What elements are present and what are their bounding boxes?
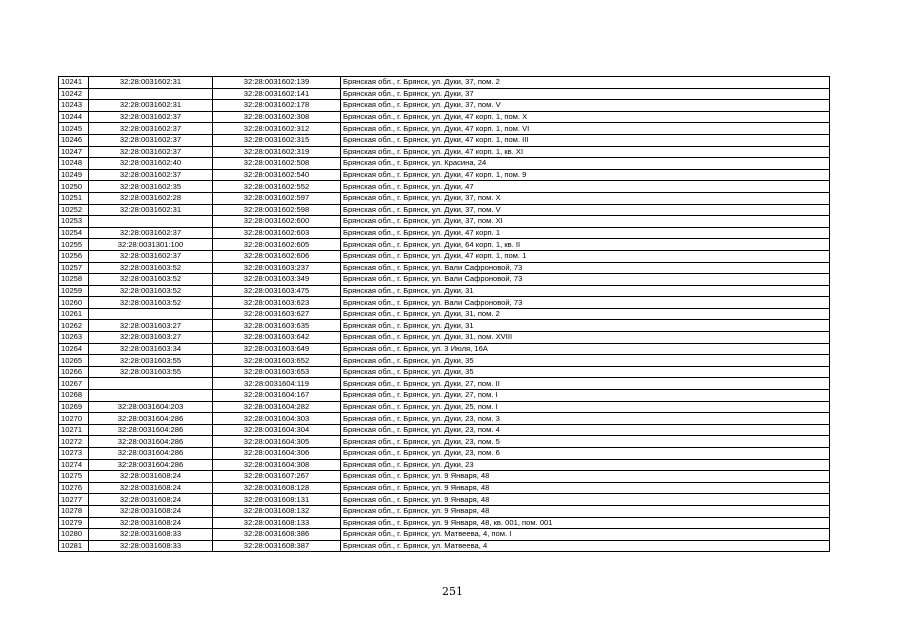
cadastral-number-cell: 32:28:0031604:282 (213, 401, 341, 413)
table-row (59, 436, 830, 448)
address-cell: Брянская обл., г. Брянск, ул. Матвеева, 4 (341, 540, 830, 552)
table-row (59, 77, 830, 89)
parent-cadastral-number-cell: 32:28:0031608:33 (89, 540, 213, 552)
record-number-cell: 10275 (59, 471, 89, 483)
address-cell: Брянская обл., г. Брянск, ул. Дуки, 37, пом. 2 (341, 77, 830, 89)
parent-cadastral-number-cell: 32:28:0031604:203 (89, 401, 213, 413)
record-number-cell: 10281 (59, 540, 89, 552)
address-cell: Брянская обл., г. Брянск, ул. Дуки, 47 корп. 1, пом. 1 (341, 250, 830, 262)
parent-cadastral-number-cell (89, 88, 213, 100)
record-number-cell: 10245 (59, 123, 89, 135)
table-row (59, 227, 830, 239)
address-cell: Брянская обл., г. Брянск, ул. 9 Января, 48 (341, 482, 830, 494)
address-cell: Брянская обл., г. Брянск, ул. Дуки, 31, пом. 2 (341, 308, 830, 320)
parent-cadastral-number-cell: 32:28:0031604:286 (89, 436, 213, 448)
cadastral-number-cell: 32:28:0031603:652 (213, 355, 341, 367)
cadastral-number-cell: 32:28:0031602:606 (213, 250, 341, 262)
table-row (59, 424, 830, 436)
record-number-cell: 10247 (59, 146, 89, 158)
record-number-cell: 10255 (59, 239, 89, 251)
address-cell: Брянская обл., г. Брянск, ул. 9 Января, 48, кв. 001, пом. 001 (341, 517, 830, 529)
cadastral-number-cell: 32:28:0031603:349 (213, 274, 341, 286)
parent-cadastral-number-cell (89, 378, 213, 390)
parent-cadastral-number-cell (89, 390, 213, 402)
cadastral-number-cell: 32:28:0031602:178 (213, 100, 341, 112)
address-cell: Брянская обл., г. Брянск, ул. Дуки, 37, пом. XI (341, 216, 830, 228)
parent-cadastral-number-cell: 32:28:0031603:27 (89, 320, 213, 332)
address-cell: Брянская обл., г. Брянск, ул. Дуки, 47 корп. 1, пом. X (341, 111, 830, 123)
cadastral-number-cell: 32:28:0031602:508 (213, 158, 341, 170)
cadastral-number-cell: 32:28:0031602:605 (213, 239, 341, 251)
cadastral-table (58, 76, 830, 552)
table-row (59, 297, 830, 309)
parent-cadastral-number-cell: 32:28:0031608:24 (89, 471, 213, 483)
table-row (59, 111, 830, 123)
table-row (59, 540, 830, 552)
parent-cadastral-number-cell: 32:28:0031602:37 (89, 123, 213, 135)
address-cell: Брянская обл., г. Брянск, ул. Вали Сафроновой, 73 (341, 297, 830, 309)
address-cell: Брянская обл., г. Брянск, ул. Дуки, 27, пом. II (341, 378, 830, 390)
address-cell: Брянская обл., г. Брянск, ул. Дуки, 47 корп. 1 (341, 227, 830, 239)
address-cell: Брянская обл., г. Брянск, ул. Вали Сафроновой, 73 (341, 262, 830, 274)
table-row (59, 459, 830, 471)
cadastral-number-cell: 32:28:0031602:319 (213, 146, 341, 158)
record-number-cell: 10241 (59, 77, 89, 89)
cadastral-number-cell: 32:28:0031608:132 (213, 505, 341, 517)
record-number-cell: 10243 (59, 100, 89, 112)
table-row (59, 250, 830, 262)
address-cell: Брянская обл., г. Брянск, ул. Дуки, 64 корп. 1, кв. II (341, 239, 830, 251)
record-number-cell: 10248 (59, 158, 89, 170)
page-number: 251 (442, 585, 463, 598)
cadastral-number-cell: 32:28:0031602:603 (213, 227, 341, 239)
cadastral-number-cell: 32:28:0031604:119 (213, 378, 341, 390)
table-row (59, 471, 830, 483)
record-number-cell: 10260 (59, 297, 89, 309)
parent-cadastral-number-cell: 32:28:0031602:37 (89, 146, 213, 158)
address-cell: Брянская обл., г. Брянск, ул. Дуки, 35 (341, 366, 830, 378)
table-row (59, 192, 830, 204)
parent-cadastral-number-cell: 32:28:0031608:24 (89, 517, 213, 529)
address-cell: Брянская обл., г. Брянск, ул. 9 Января, 48 (341, 494, 830, 506)
cadastral-number-cell: 32:28:0031604:167 (213, 390, 341, 402)
cadastral-number-cell: 32:28:0031603:623 (213, 297, 341, 309)
record-number-cell: 10252 (59, 204, 89, 216)
table-row (59, 529, 830, 541)
address-cell: Брянская обл., г. Брянск, ул. Дуки, 23, пом. 3 (341, 413, 830, 425)
table-row (59, 378, 830, 390)
parent-cadastral-number-cell: 32:28:0031602:40 (89, 158, 213, 170)
record-number-cell: 10278 (59, 505, 89, 517)
cadastral-number-cell: 32:28:0031608:128 (213, 482, 341, 494)
cadastral-number-cell: 32:28:0031602:552 (213, 181, 341, 193)
cadastral-number-cell: 32:28:0031608:131 (213, 494, 341, 506)
cadastral-number-cell: 32:28:0031607:267 (213, 471, 341, 483)
record-number-cell: 10251 (59, 192, 89, 204)
address-cell: Брянская обл., г. Брянск, ул. Дуки, 27, пом. I (341, 390, 830, 402)
table-row (59, 401, 830, 413)
record-number-cell: 10254 (59, 227, 89, 239)
table-row (59, 100, 830, 112)
parent-cadastral-number-cell: 32:28:0031602:37 (89, 111, 213, 123)
cadastral-number-cell: 32:28:0031604:304 (213, 424, 341, 436)
record-number-cell: 10267 (59, 378, 89, 390)
table-row (59, 285, 830, 297)
table-row (59, 355, 830, 367)
parent-cadastral-number-cell: 32:28:0031602:37 (89, 250, 213, 262)
address-cell: Брянская обл., г. Брянск, ул. Дуки, 47 корп. 1, кв. XI (341, 146, 830, 158)
record-number-cell: 10268 (59, 390, 89, 402)
cadastral-number-cell: 32:28:0031602:540 (213, 169, 341, 181)
address-cell: Брянская обл., г. Брянск, ул. Дуки, 47 корп. 1, пом. 9 (341, 169, 830, 181)
address-cell: Брянская обл., г. Брянск, ул. Дуки, 31, пом. XVIII (341, 332, 830, 344)
address-cell: Брянская обл., г. Брянск, ул. Дуки, 47 корп. 1, пом. VI (341, 123, 830, 135)
record-number-cell: 10265 (59, 355, 89, 367)
address-cell: Брянская обл., г. Брянск, ул. Дуки, 23, пом. 4 (341, 424, 830, 436)
cadastral-number-cell: 32:28:0031604:308 (213, 459, 341, 471)
parent-cadastral-number-cell: 32:28:0031603:52 (89, 274, 213, 286)
address-cell: Брянская обл., г. Брянск, ул. Дуки, 47 корп. 1, пом. III (341, 134, 830, 146)
table-row (59, 494, 830, 506)
record-number-cell: 10280 (59, 529, 89, 541)
record-number-cell: 10269 (59, 401, 89, 413)
table-row (59, 448, 830, 460)
cadastral-number-cell: 32:28:0031603:653 (213, 366, 341, 378)
record-number-cell: 10250 (59, 181, 89, 193)
record-number-cell: 10277 (59, 494, 89, 506)
address-cell: Брянская обл., г. Брянск, ул. Дуки, 31 (341, 285, 830, 297)
table-row (59, 308, 830, 320)
record-number-cell: 10263 (59, 332, 89, 344)
parent-cadastral-number-cell: 32:28:0031602:28 (89, 192, 213, 204)
record-number-cell: 10273 (59, 448, 89, 460)
table-row (59, 134, 830, 146)
parent-cadastral-number-cell: 32:28:0031301:100 (89, 239, 213, 251)
parent-cadastral-number-cell: 32:28:0031603:52 (89, 285, 213, 297)
parent-cadastral-number-cell: 32:28:0031603:55 (89, 366, 213, 378)
table-row (59, 239, 830, 251)
parent-cadastral-number-cell: 32:28:0031602:31 (89, 100, 213, 112)
parent-cadastral-number-cell: 32:28:0031604:286 (89, 459, 213, 471)
cadastral-number-cell: 32:28:0031602:141 (213, 88, 341, 100)
address-cell: Брянская обл., г. Брянск, ул. Дуки, 31 (341, 320, 830, 332)
cadastral-number-cell: 32:28:0031603:635 (213, 320, 341, 332)
record-number-cell: 10258 (59, 274, 89, 286)
address-cell: Брянская обл., г. Брянск, ул. Дуки, 23, пом. 5 (341, 436, 830, 448)
table-row (59, 505, 830, 517)
address-cell: Брянская обл., г. Брянск, ул. Вали Сафроновой, 73 (341, 274, 830, 286)
cadastral-number-cell: 32:28:0031602:598 (213, 204, 341, 216)
address-cell: Брянская обл., г. Брянск, ул. Дуки, 37 (341, 88, 830, 100)
cadastral-number-cell: 32:28:0031608:133 (213, 517, 341, 529)
table-row (59, 169, 830, 181)
address-cell: Брянская обл., г. Брянск, ул. Дуки, 23, пом. 6 (341, 448, 830, 460)
parent-cadastral-number-cell: 32:28:0031604:286 (89, 448, 213, 460)
cadastral-number-cell: 32:28:0031602:315 (213, 134, 341, 146)
table-row (59, 332, 830, 344)
cadastral-number-cell: 32:28:0031602:308 (213, 111, 341, 123)
parent-cadastral-number-cell: 32:28:0031604:286 (89, 424, 213, 436)
table-row (59, 216, 830, 228)
table-row (59, 123, 830, 135)
record-number-cell: 10274 (59, 459, 89, 471)
record-number-cell: 10266 (59, 366, 89, 378)
parent-cadastral-number-cell: 32:28:0031608:24 (89, 482, 213, 494)
parent-cadastral-number-cell: 32:28:0031603:27 (89, 332, 213, 344)
address-cell: Брянская обл., г. Брянск, ул. Дуки, 35 (341, 355, 830, 367)
parent-cadastral-number-cell: 32:28:0031604:286 (89, 413, 213, 425)
record-number-cell: 10270 (59, 413, 89, 425)
cadastral-number-cell: 32:28:0031602:600 (213, 216, 341, 228)
table-row (59, 343, 830, 355)
parent-cadastral-number-cell: 32:28:0031602:37 (89, 169, 213, 181)
parent-cadastral-number-cell: 32:28:0031608:24 (89, 505, 213, 517)
parent-cadastral-number-cell: 32:28:0031602:35 (89, 181, 213, 193)
table-body (59, 77, 830, 552)
parent-cadastral-number-cell: 32:28:0031608:33 (89, 529, 213, 541)
parent-cadastral-number-cell: 32:28:0031602:37 (89, 227, 213, 239)
table-row (59, 262, 830, 274)
table-row (59, 517, 830, 529)
cadastral-number-cell: 32:28:0031603:649 (213, 343, 341, 355)
address-cell: Брянская обл., г. Брянск, ул. Матвеева, 4, пом. I (341, 529, 830, 541)
record-number-cell: 10272 (59, 436, 89, 448)
table-row (59, 146, 830, 158)
address-cell: Брянская обл., г. Брянск, ул. Дуки, 37, пом. X (341, 192, 830, 204)
address-cell: Брянская обл., г. Брянск, ул. Дуки, 37, пом. V (341, 100, 830, 112)
parent-cadastral-number-cell (89, 308, 213, 320)
record-number-cell: 10261 (59, 308, 89, 320)
record-number-cell: 10249 (59, 169, 89, 181)
cadastral-number-cell: 32:28:0031608:387 (213, 540, 341, 552)
table-row (59, 274, 830, 286)
record-number-cell: 10244 (59, 111, 89, 123)
parent-cadastral-number-cell: 32:28:0031602:31 (89, 204, 213, 216)
table-row (59, 390, 830, 402)
cadastral-number-cell: 32:28:0031604:306 (213, 448, 341, 460)
record-number-cell: 10262 (59, 320, 89, 332)
table-row (59, 204, 830, 216)
cadastral-number-cell: 32:28:0031602:597 (213, 192, 341, 204)
cadastral-number-cell: 32:28:0031603:475 (213, 285, 341, 297)
address-cell: Брянская обл., г. Брянск, ул. Красина, 24 (341, 158, 830, 170)
table-row (59, 320, 830, 332)
table-row (59, 158, 830, 170)
record-number-cell: 10257 (59, 262, 89, 274)
cadastral-number-cell: 32:28:0031603:627 (213, 308, 341, 320)
address-cell: Брянская обл., г. Брянск, ул. 3 Июля, 16А (341, 343, 830, 355)
cadastral-number-cell: 32:28:0031603:642 (213, 332, 341, 344)
table-row (59, 413, 830, 425)
table-row (59, 181, 830, 193)
parent-cadastral-number-cell: 32:28:0031608:24 (89, 494, 213, 506)
address-cell: Брянская обл., г. Брянск, ул. Дуки, 37, пом. V (341, 204, 830, 216)
record-number-cell: 10259 (59, 285, 89, 297)
cadastral-number-cell: 32:28:0031603:237 (213, 262, 341, 274)
record-number-cell: 10246 (59, 134, 89, 146)
parent-cadastral-number-cell: 32:28:0031603:34 (89, 343, 213, 355)
cadastral-number-cell: 32:28:0031602:139 (213, 77, 341, 89)
cadastral-number-cell: 32:28:0031608:386 (213, 529, 341, 541)
address-cell: Брянская обл., г. Брянск, ул. 9 Января, 48 (341, 471, 830, 483)
address-cell: Брянская обл., г. Брянск, ул. Дуки, 47 (341, 181, 830, 193)
cadastral-number-cell: 32:28:0031604:305 (213, 436, 341, 448)
parent-cadastral-number-cell: 32:28:0031603:55 (89, 355, 213, 367)
table-row (59, 482, 830, 494)
record-number-cell: 10253 (59, 216, 89, 228)
address-cell: Брянская обл., г. Брянск, ул. Дуки, 25, пом. I (341, 401, 830, 413)
parent-cadastral-number-cell: 32:28:0031602:31 (89, 77, 213, 89)
cadastral-number-cell: 32:28:0031604:303 (213, 413, 341, 425)
cadastral-number-cell: 32:28:0031602:312 (213, 123, 341, 135)
record-number-cell: 10271 (59, 424, 89, 436)
record-number-cell: 10256 (59, 250, 89, 262)
record-number-cell: 10264 (59, 343, 89, 355)
address-cell: Брянская обл., г. Брянск, ул. Дуки, 23 (341, 459, 830, 471)
parent-cadastral-number-cell (89, 216, 213, 228)
parent-cadastral-number-cell: 32:28:0031603:52 (89, 297, 213, 309)
record-number-cell: 10242 (59, 88, 89, 100)
parent-cadastral-number-cell: 32:28:0031602:37 (89, 134, 213, 146)
record-number-cell: 10279 (59, 517, 89, 529)
table-row (59, 366, 830, 378)
address-cell: Брянская обл., г. Брянск, ул. 9 Января, 48 (341, 505, 830, 517)
parent-cadastral-number-cell: 32:28:0031603:52 (89, 262, 213, 274)
table-row (59, 88, 830, 100)
record-number-cell: 10276 (59, 482, 89, 494)
